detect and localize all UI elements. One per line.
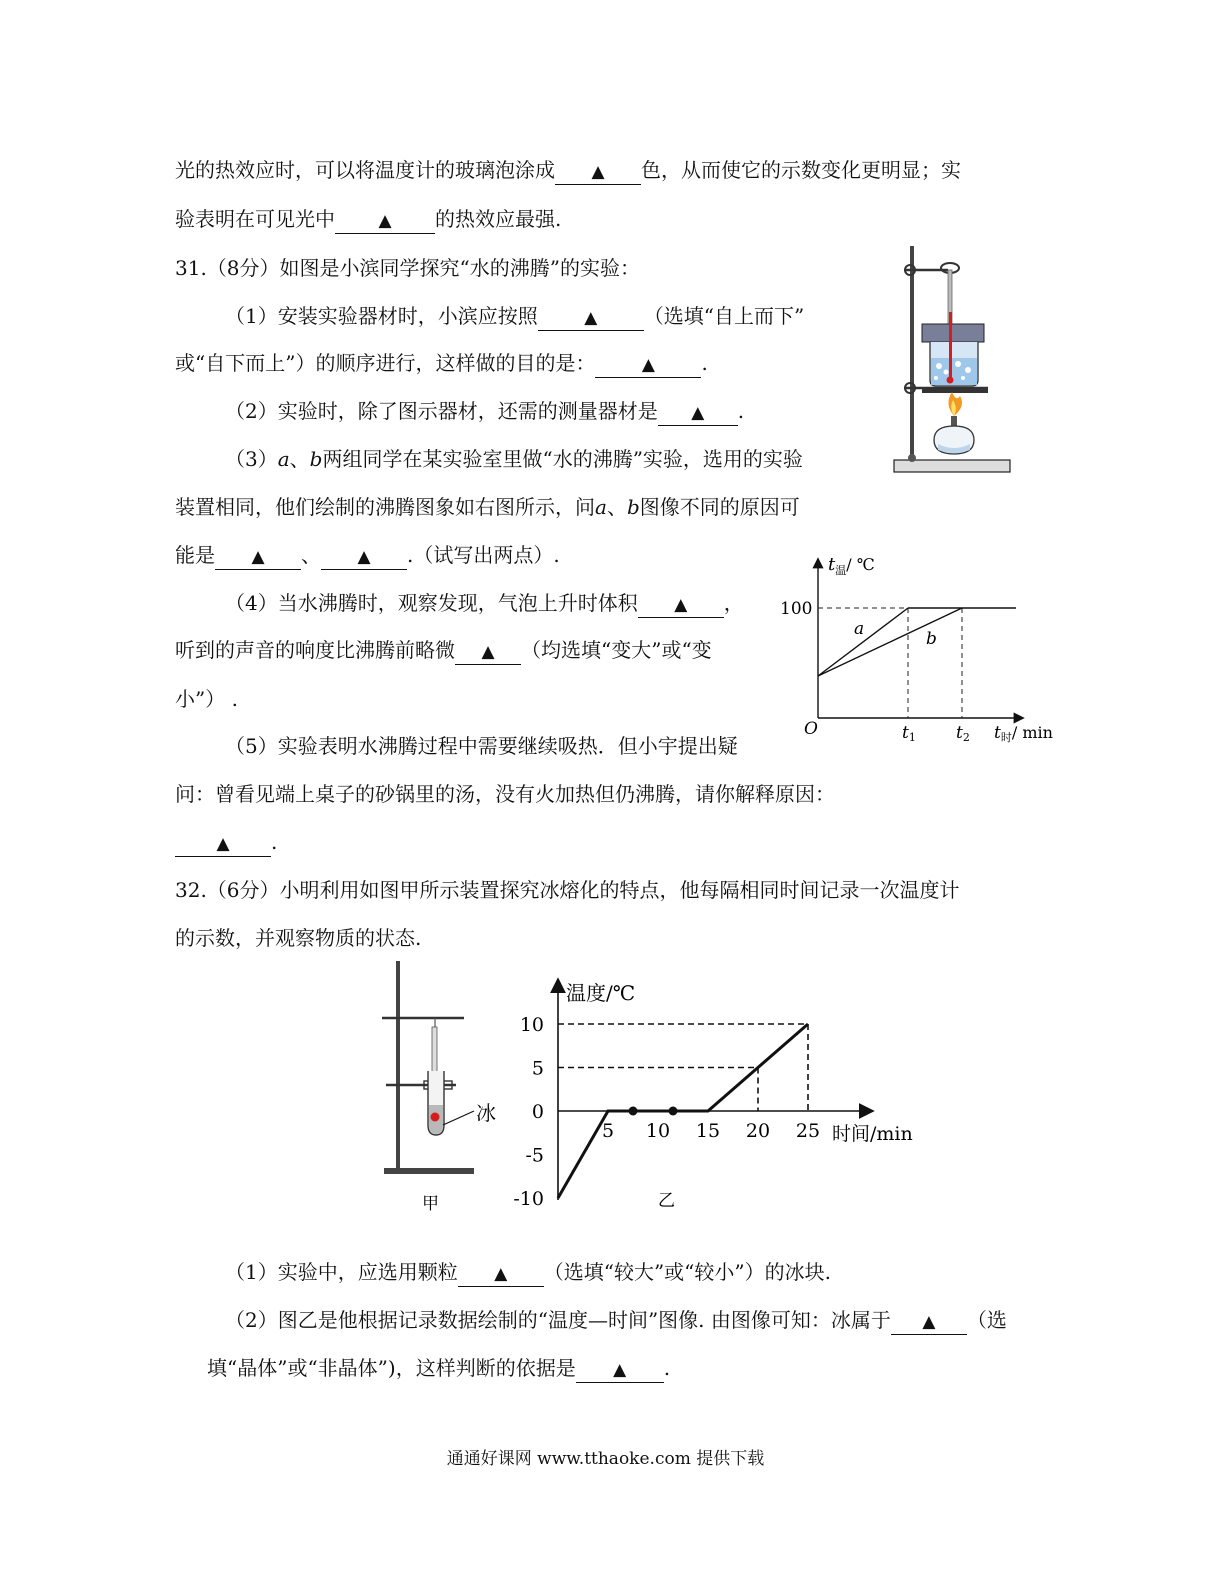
boiling-graph: [778, 548, 1078, 748]
graph31-label-b: b: [926, 629, 937, 649]
answer-blank[interactable]: ▲: [321, 543, 407, 570]
y-tick-label: 10: [519, 1014, 544, 1036]
data-point: [669, 1107, 678, 1116]
boiling-apparatus-figure: [888, 240, 1016, 478]
x-tick-label: 20: [745, 1120, 771, 1142]
y-tick-label: 5: [531, 1057, 544, 1080]
x-tick-label: 15: [695, 1120, 721, 1142]
x-tick-label: 5: [601, 1120, 615, 1142]
q32-stem-1: 32.（6分）小明利用如图甲所示装置探究冰熔化的特点，他每隔相同时间记录一次温度计: [175, 878, 960, 902]
answer-blank[interactable]: ▲: [335, 207, 435, 234]
data-point: [629, 1107, 638, 1116]
fig-jia-caption: 甲: [422, 1194, 439, 1214]
answer-blank[interactable]: ▲: [576, 1356, 664, 1383]
q31-part5-cont: 问：曾看见端上桌子的砂锅里的汤，没有火加热但仍沸腾，请你解释原因：: [175, 782, 835, 806]
q32-stem-2: 的示数，并观察物质的状态.: [175, 926, 422, 950]
answer-blank[interactable]: ▲: [891, 1308, 967, 1335]
answer-blank[interactable]: ▲: [175, 830, 271, 857]
q32-part1: （1）实验中，应选用颗粒 ▲ （选填“较大”或“较小”）的冰块.: [225, 1258, 831, 1287]
q31-part1: （1）安装实验器材时，小滨应按照 ▲ （选填“自上而下”: [225, 302, 804, 331]
ice-apparatus-figure: [370, 955, 510, 1217]
q31-part2: （2）实验时，除了图示器材，还需的测量器材是 ▲ .: [225, 397, 744, 426]
answer-blank[interactable]: ▲: [538, 304, 644, 331]
q31-part4-end: 小”） .: [175, 687, 238, 711]
intro-line-2: 验表明在可见光中 ▲ 的热效应最强.: [175, 205, 561, 234]
q31-part3-cont2: 能是 ▲ 、 ▲ .（试写出两点）.: [175, 541, 560, 570]
intro-line-1: 光的热效应时，可以将温度计的玻璃泡涂成 ▲ 色，从而使它的示数变化更明显；实: [175, 156, 961, 185]
q31-part1-cont: 或“自下而上”）的顺序进行，这样做的目的是： ▲ .: [175, 349, 708, 378]
chart-caption: 乙: [658, 1191, 675, 1211]
melting-chart: [510, 972, 930, 1217]
graph31-ylabel: $t_温/$ ℃: [828, 554, 875, 577]
q31-part5-answer: ▲ .: [175, 828, 277, 857]
graph31-origin: O: [804, 719, 818, 739]
q32-part2-cont: 填“晶体”或“非晶体”)，这样判断的依据是 ▲ .: [207, 1354, 670, 1383]
answer-blank[interactable]: ▲: [638, 591, 724, 618]
graph31-xlabel: t时/ min: [994, 723, 1053, 744]
answer-blank[interactable]: ▲: [215, 543, 301, 570]
answer-blank[interactable]: ▲: [555, 158, 641, 185]
chart-xlabel: 时间/min: [832, 1123, 913, 1145]
x-tick-label: 10: [645, 1120, 671, 1142]
x-tick-label: 25: [795, 1120, 821, 1142]
page-footer: 通通好课网 www.tthaoke.com 提供下载: [446, 1449, 765, 1469]
q31-stem: 31.（8分）如图是小滨同学探究“水的沸腾”的实验：: [175, 256, 640, 280]
graph31-label-a: a: [854, 619, 865, 639]
answer-blank[interactable]: ▲: [455, 638, 521, 665]
graph31-t1: t1: [902, 723, 916, 744]
graph31-t2: t2: [956, 723, 970, 744]
graph31-y100: 100: [780, 599, 813, 619]
q31-part4: （4）当水沸腾时，观察发现，气泡上升时体积 ▲ ，: [225, 589, 744, 618]
ice-label: 冰: [476, 1101, 496, 1125]
chart-ylabel: 温度/℃: [566, 981, 636, 1005]
q31-part5: （5）实验表明水沸腾过程中需要继续吸热．但小宇提出疑: [225, 734, 738, 758]
q31-part3-cont: 装置相同，他们绘制的沸腾图象如右图所示，问a、b图像不同的原因可: [175, 495, 800, 519]
q31-part3: （3）a、b两组同学在某实验室里做“水的沸腾”实验，选用的实验: [225, 447, 803, 471]
answer-blank[interactable]: ▲: [658, 399, 738, 426]
y-tick-label: 0: [531, 1101, 544, 1123]
y-tick-label: -5: [525, 1144, 544, 1167]
q31-part4-cont: 听到的声音的响度比沸腾前略微 ▲ （均选填“变大”或“变: [175, 636, 712, 665]
answer-blank[interactable]: ▲: [595, 351, 701, 378]
q32-part2: （2）图乙是他根据记录数据绘制的“温度—时间”图像. 由图像可知：冰属于 ▲ （选: [225, 1306, 1007, 1335]
y-tick-label: -10: [513, 1188, 544, 1210]
answer-blank[interactable]: ▲: [458, 1260, 544, 1287]
